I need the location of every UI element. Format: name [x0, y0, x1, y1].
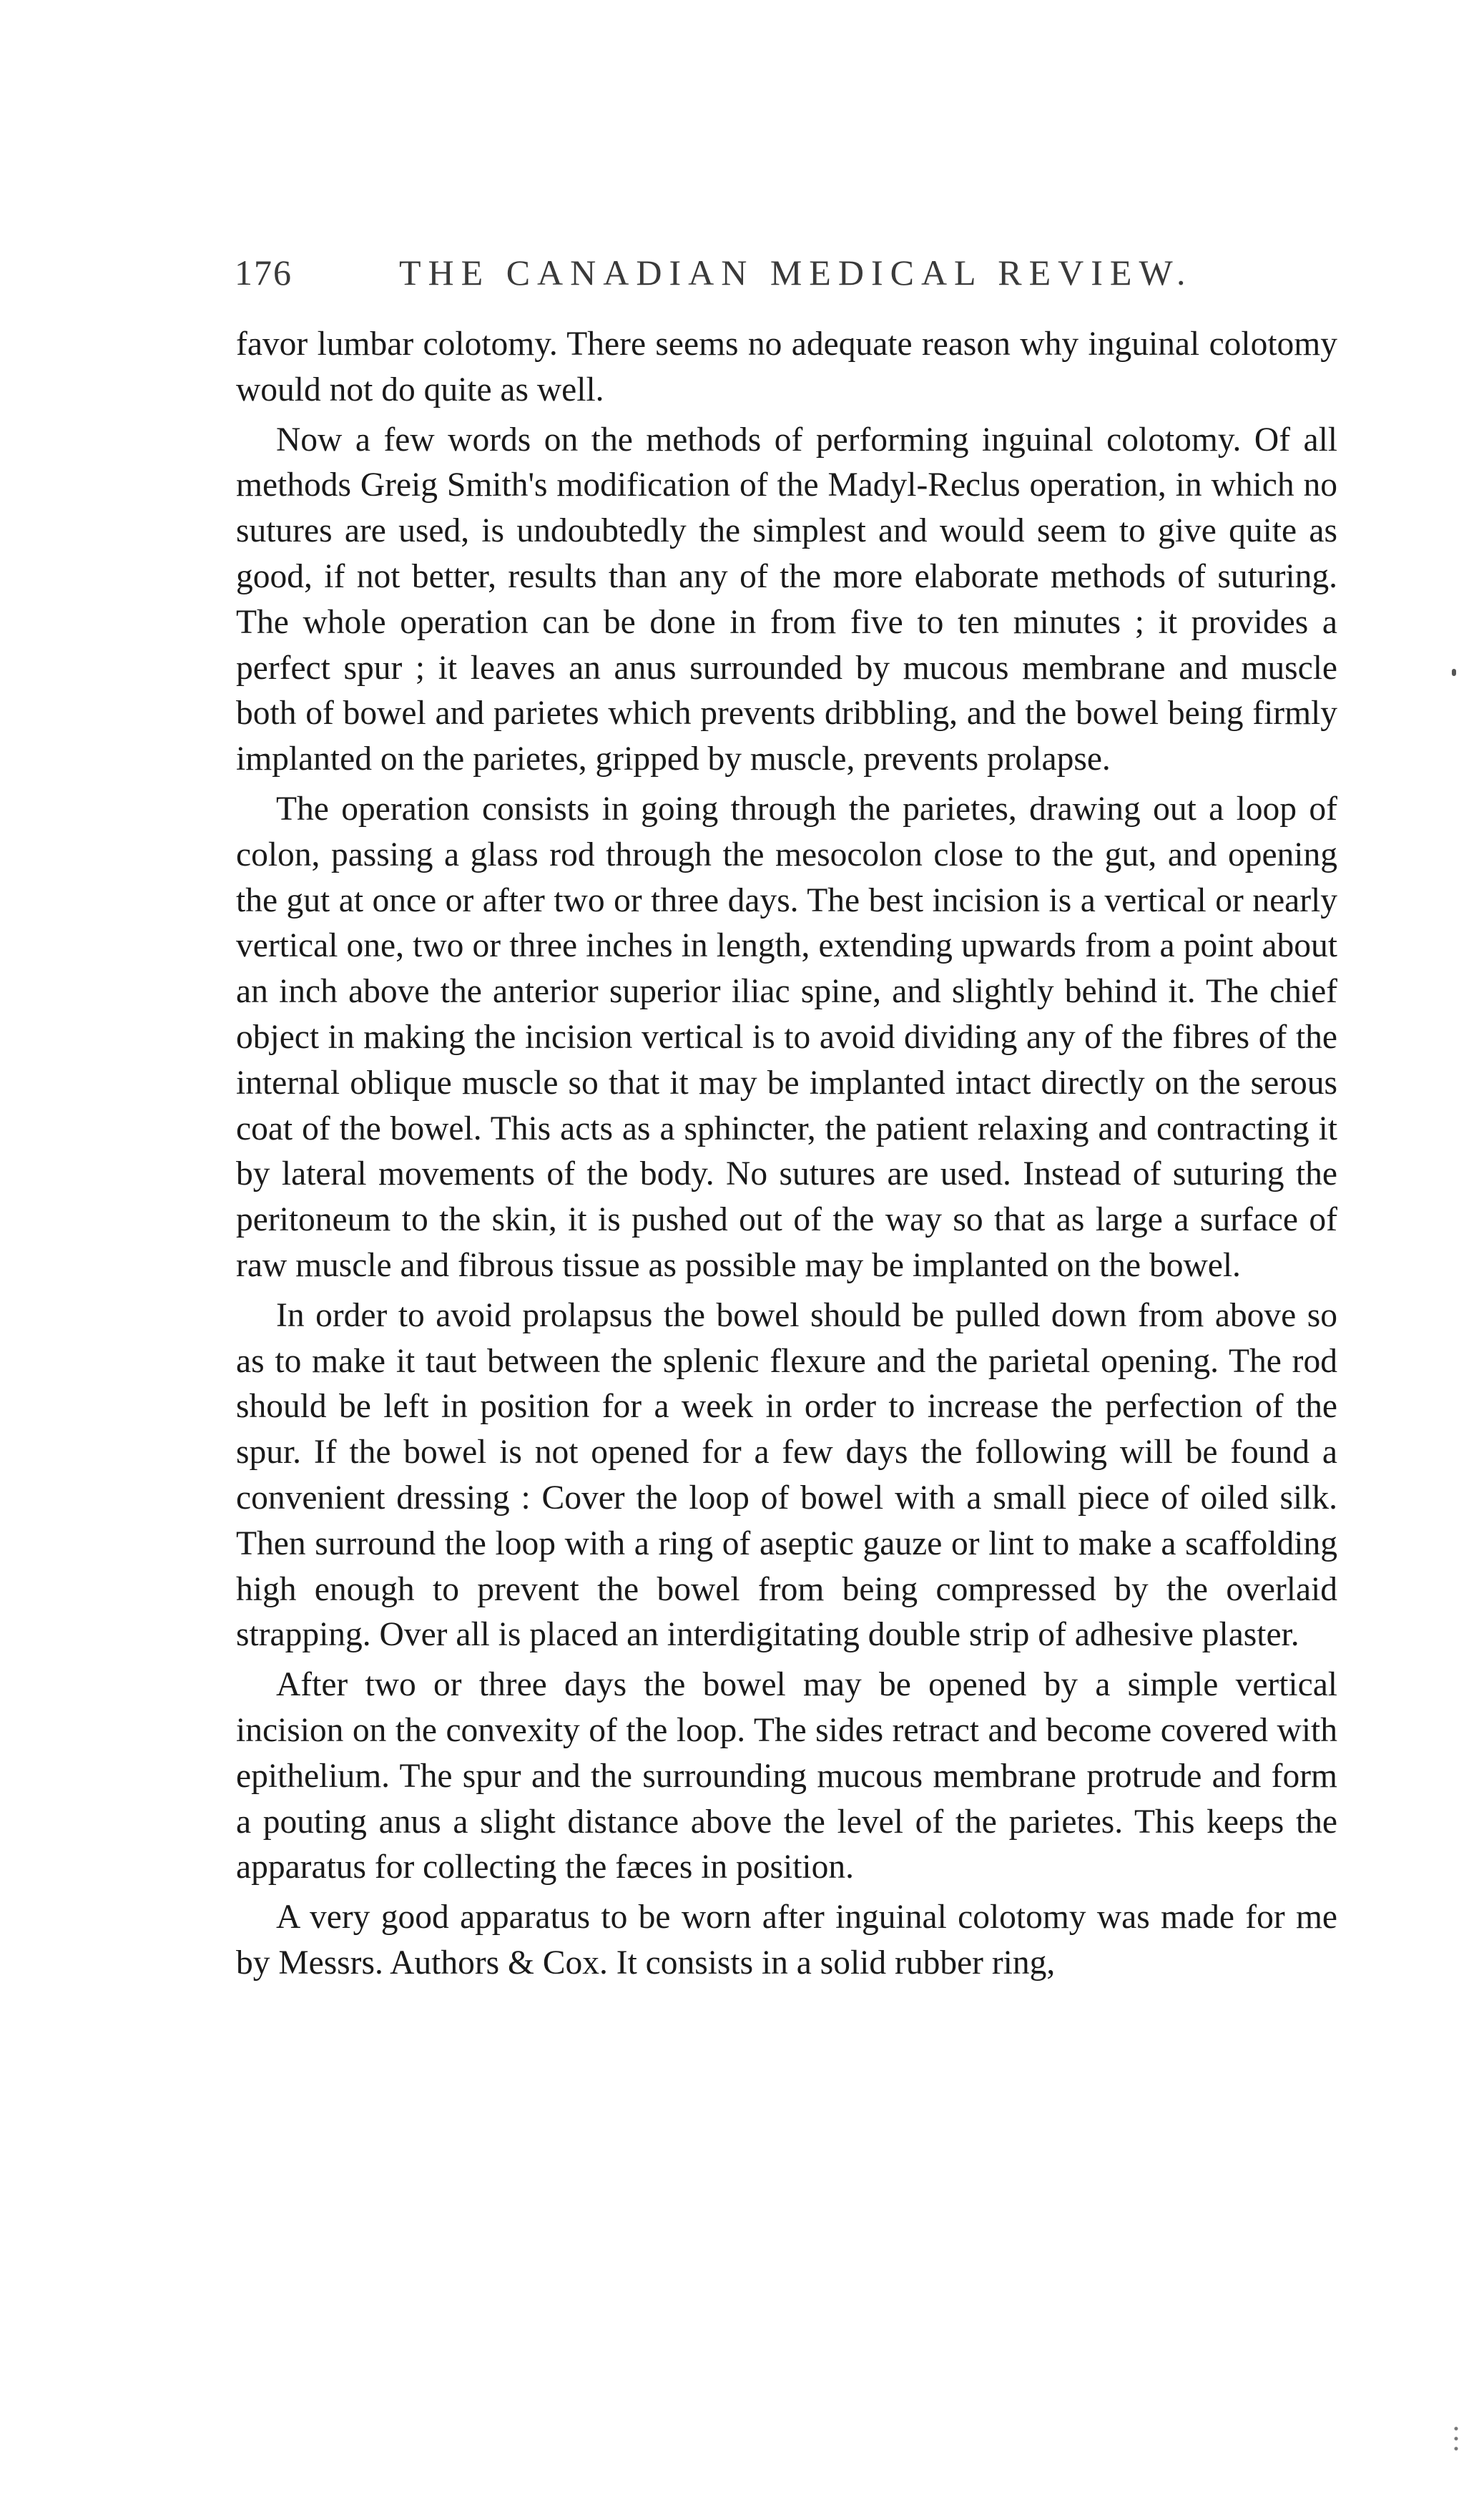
article-body: [236, 322, 1337, 1987]
paragraph-operation: The operation consists in going through the parietes, drawing out a loop of colon, passing a glass rod through the mesocolon close to the gut, and opening the gut at once or after two or three days. The best incision is a vertical or nearly vertical one, two or three inches in length, extending upwards from a point about an inch above the anterior superior iliac spine, and slightly behind it. The chief object in making the incision vertical is to avoid dividing any of the fibres of the internal oblique muscle so that it may be implanted intact directly on the serous coat of the bowel. This acts as a sphincter, the patient relaxing and contracting it by lateral movements of the body. No sutures are used. Instead of suturing the peritoneum to the skin, it is pushed out of the way so that as large a surface of raw muscle and fibrous tissue as possible may be implanted on the bowel.: [236, 790, 1337, 1284]
margin-speck: [1452, 669, 1456, 676]
paragraph-apparatus: A very good apparatus to be worn after inguinal colotomy was made for me by Messrs. Authors & Cox. It consists in a solid rubber ring,: [236, 1899, 1337, 1982]
scan-artifact: [1454, 2424, 1458, 2452]
page-number: 176: [235, 253, 293, 293]
paragraph-prolapsus: In order to avoid prolapsus the bowel should be pulled down from above so as to make it taut between the splenic flexure and the parietal opening. The rod should be left in position for a week in order to increase the perfection of the spur. If the bowel is not opened for a few days the following will be found a convenient dressing : Cover the loop of bowel with a small piece of oiled silk. Then surround the loop with a ring of aseptic gauze or lint to make a scaffolding high enough to prevent the bowel from being compressed by the overlaid strapping. Over all is placed an interdigitating double strip of adhesive plaster.: [236, 1296, 1337, 1654]
paragraph-methods: Now a few words on the methods of performing inguinal colotomy. Of all methods Greig Smith's modification of the Madyl-Reclus operation, in which no sutures are used, is undoubtedly the simplest and would seem to give quite as good, if not better, results than any of the more elaborate methods of suturing. The whole operation can be done in from five to ten minutes ; it provides a perfect spur ; it leaves an anus surrounded by mucous membrane and muscle both of bowel and parietes which prevents dribbling, and the bowel being firmly implanted on the parietes, gripped by muscle, prevents prolapse.: [236, 421, 1337, 778]
running-head: [235, 252, 1336, 309]
paragraph-opening-bowel: After two or three days the bowel may be opened by a simple vertical incision on the convexity of the loop. The sides retract and become covered with epithelium. The spur and the surrounding mucous membrane protrude and form a pouting anus a slight distance above the level of the parietes. This keeps the apparatus for collecting the fæces in position.: [236, 1666, 1337, 1886]
paragraph-continuation: favor lumbar colotomy. There seems no adequate reason why inguinal colotomy would not do quite as well.: [236, 325, 1337, 408]
journal-title: THE CANADIAN MEDICAL REVIEW.: [399, 253, 1193, 293]
